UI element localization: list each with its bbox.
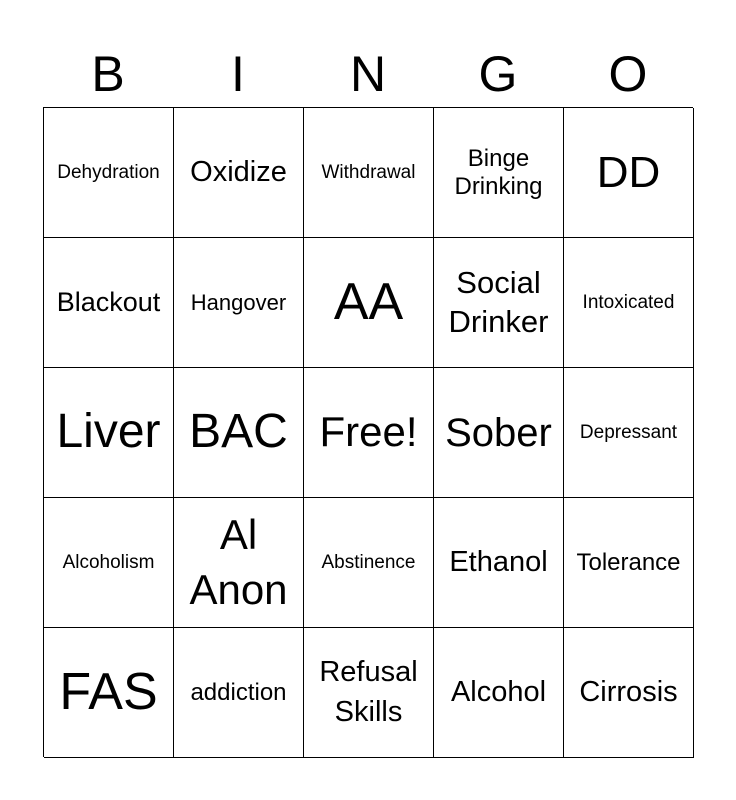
cell-text: Alcohol bbox=[450, 676, 547, 709]
bingo-cell[interactable] bbox=[304, 498, 434, 628]
bingo-cell[interactable] bbox=[174, 108, 304, 238]
bingo-cell[interactable] bbox=[304, 108, 434, 238]
bingo-cell[interactable] bbox=[174, 368, 304, 498]
bingo-cell[interactable] bbox=[44, 628, 174, 758]
cell-text: Tolerance bbox=[576, 548, 681, 576]
bingo-cell[interactable] bbox=[44, 238, 174, 368]
bingo-cell[interactable] bbox=[434, 498, 564, 628]
bingo-cell[interactable] bbox=[434, 628, 564, 758]
cell-text: BAC bbox=[189, 405, 288, 459]
bingo-cell[interactable] bbox=[434, 368, 564, 498]
cell-text: Intoxicated bbox=[582, 291, 675, 313]
cell-text: Sober bbox=[445, 410, 552, 455]
cell-text: Ethanol bbox=[449, 546, 548, 579]
cell-text: Withdrawal bbox=[321, 161, 416, 183]
bingo-cell[interactable] bbox=[304, 628, 434, 758]
header-letter-i: I bbox=[231, 46, 245, 102]
cell-text: Binge Drinking bbox=[454, 144, 543, 200]
header-letter-g: G bbox=[478, 46, 518, 102]
bingo-cell[interactable] bbox=[564, 238, 694, 368]
bingo-cell[interactable] bbox=[44, 108, 174, 238]
bingo-cell[interactable] bbox=[304, 238, 434, 368]
cell-text: Refusal Skills bbox=[319, 656, 418, 728]
header-letter-o: O bbox=[608, 46, 648, 102]
cell-text: Oxidize bbox=[190, 156, 287, 189]
bingo-cell[interactable] bbox=[174, 238, 304, 368]
cell-text: Cirrosis bbox=[579, 676, 678, 709]
bingo-cell[interactable] bbox=[174, 628, 304, 758]
cell-text: Al Anon bbox=[189, 510, 288, 613]
cell-text: Alcoholism bbox=[62, 551, 155, 573]
cell-text: Dehydration bbox=[57, 161, 160, 183]
bingo-cell[interactable] bbox=[564, 498, 694, 628]
cell-text: Abstinence bbox=[321, 551, 416, 573]
cell-text: AA bbox=[333, 272, 404, 331]
bingo-cell[interactable] bbox=[44, 498, 174, 628]
bingo-cell[interactable] bbox=[564, 368, 694, 498]
bingo-grid bbox=[43, 107, 693, 757]
bingo-header bbox=[43, 40, 693, 108]
cell-text: Social Drinker bbox=[448, 264, 549, 339]
cell-text: Depressant bbox=[579, 421, 678, 443]
bingo-cell[interactable] bbox=[434, 238, 564, 368]
cell-text: Liver bbox=[56, 405, 161, 459]
cell-text: Free! bbox=[319, 408, 418, 456]
header-letter-n: N bbox=[349, 46, 387, 102]
header-letter-b: B bbox=[91, 46, 125, 102]
bingo-cell[interactable] bbox=[564, 628, 694, 758]
cell-text: Blackout bbox=[56, 286, 161, 317]
bingo-cell[interactable] bbox=[564, 108, 694, 238]
bingo-cell[interactable] bbox=[304, 368, 434, 498]
cell-text: Hangover bbox=[190, 289, 287, 315]
cell-text: addiction bbox=[190, 678, 287, 706]
bingo-cell[interactable] bbox=[434, 108, 564, 238]
cell-text: DD bbox=[596, 147, 661, 197]
bingo-cell[interactable] bbox=[174, 498, 304, 628]
cell-text: FAS bbox=[59, 662, 158, 721]
bingo-cell[interactable] bbox=[44, 368, 174, 498]
